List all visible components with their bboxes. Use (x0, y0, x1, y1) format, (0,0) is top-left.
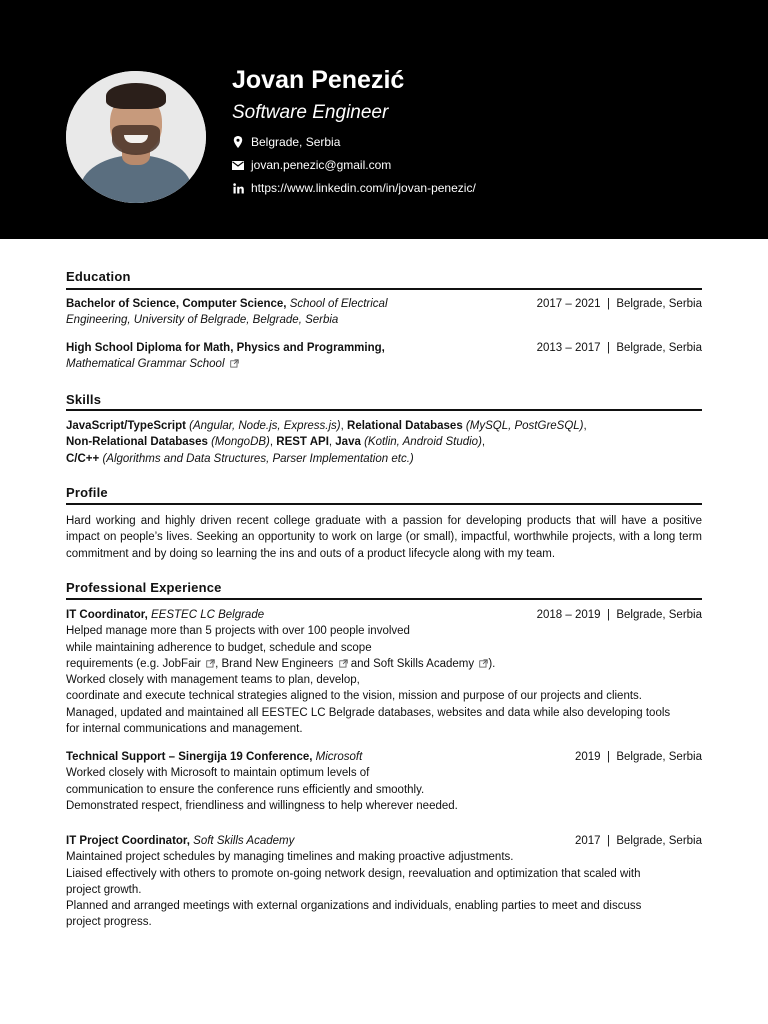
skill-name: Non-Relational Databases (66, 436, 208, 449)
job-description-line: Worked closely with management teams to plan, develop, (66, 674, 360, 687)
job-description-line: for internal communications and management. (66, 723, 303, 736)
job-description-line: Liaised effectively with others to promote on-going network design, reevaluation and optimization that scaled with (66, 867, 641, 880)
external-link-icon[interactable] (206, 659, 215, 668)
education-item (66, 340, 702, 373)
skill-name: Relational Databases (347, 420, 463, 432)
job-place: Belgrade, Serbia (616, 835, 702, 847)
education-date-location (537, 340, 702, 356)
school-link[interactable]: Mathematical Grammar School (66, 358, 225, 371)
location-pin-icon (232, 136, 244, 148)
job-role: IT Coordinator, (66, 609, 148, 621)
separator: | (606, 609, 610, 621)
job-description-line: project growth. (66, 883, 142, 896)
job-description-line (66, 656, 702, 672)
email-link[interactable]: jovan.penezic@gmail.com (251, 158, 392, 172)
skills-divider (66, 409, 702, 411)
profile-heading: Profile (66, 485, 108, 500)
degree-title: High School Diploma for Math, Physics and Programming, (66, 342, 385, 354)
education-divider (66, 288, 702, 290)
skills-heading: Skills (66, 392, 102, 407)
linkedin-icon (232, 182, 244, 194)
skill-detail: (Algorithms and Data Structures, Parser Implementation etc.) (102, 452, 414, 465)
job-organization: Microsoft (315, 751, 363, 763)
job-organization: EESTEC LC Belgrade (150, 609, 265, 621)
separator: | (606, 298, 610, 310)
profile-divider (66, 503, 702, 505)
experience-item (66, 607, 702, 737)
job-description-line: Worked closely with Microsoft to maintain optimum levels of (66, 767, 370, 780)
job-description-line: Demonstrated respect, friendliness and willingness to help wherever needed. (66, 799, 458, 812)
job-description-line: Planned and arranged meetings with external organizations and individuals, enabling parties to meet and discuss (66, 900, 642, 913)
job-description-line: Maintained project schedules by managing timelines and making proactive adjustments. (66, 851, 514, 864)
job-date-location (575, 833, 702, 849)
education-heading: Education (66, 269, 131, 284)
job-dates: 2017 (574, 835, 601, 847)
job-role: Technical Support – Sinergija 19 Conference, (66, 751, 313, 763)
skill-detail: (Kotlin, Android Studio) (364, 436, 482, 449)
education-dates: 2017 – 2021 (536, 298, 601, 310)
skill-detail: (Angular, Node.js, Express.js) (189, 420, 341, 432)
experience-item (66, 833, 702, 931)
job-date-location (575, 749, 702, 765)
job-place: Belgrade, Serbia (616, 609, 702, 621)
description-text: and Soft Skills Academy (350, 657, 475, 670)
external-link-icon[interactable] (230, 359, 239, 368)
job-dates: 2019 (574, 751, 601, 763)
experience-item (66, 749, 702, 814)
skill-name: C/C++ (66, 452, 100, 465)
job-title: Software Engineer (232, 102, 389, 123)
skill-name: JavaScript/TypeScript (66, 420, 186, 432)
school-name-continued: Engineering, University of Belgrade, Belgrade, Serbia (66, 314, 339, 327)
envelope-icon (232, 159, 244, 171)
job-role: IT Project Coordinator, (66, 835, 190, 847)
profile-photo (66, 71, 206, 203)
experience-divider (66, 598, 702, 600)
description-text: , Brand New Engineers (215, 657, 334, 670)
job-organization: Soft Skills Academy (193, 835, 295, 847)
skill-detail: (MongoDB) (211, 436, 270, 449)
job-place: Belgrade, Serbia (616, 751, 702, 763)
job-description-line: Managed, updated and maintained all EESTEC LC Belgrade databases, websites and data while also developing tools (66, 706, 671, 719)
external-link-icon[interactable] (339, 659, 348, 668)
education-place: Belgrade, Serbia (616, 342, 702, 354)
person-name: Jovan Penezić (232, 66, 405, 94)
job-description-line: Helped manage more than 5 projects with over 100 people involved (66, 625, 410, 638)
skills-list: JavaScript/TypeScript (Angular, Node.js, Express.js), Relational Databases (MySQL, PostGreSQL), Non-Relational Databases (MongoDB), REST API, Java (Kotlin, Android Studio), C/C++ (Algorithms and Data Structures, Parser Implementation etc.) (66, 420, 587, 465)
job-dates: 2018 – 2019 (536, 609, 601, 621)
job-description-line: project progress. (66, 916, 152, 929)
contact-linkedin[interactable] (232, 180, 476, 196)
contact-email[interactable] (232, 157, 391, 173)
education-date-location (537, 296, 702, 312)
resume-header (0, 0, 768, 239)
education-place: Belgrade, Serbia (616, 298, 702, 310)
education-dates: 2013 – 2017 (536, 342, 601, 354)
separator: | (606, 751, 610, 763)
job-date-location (537, 607, 702, 623)
experience-heading: Professional Experience (66, 580, 222, 595)
degree-title: Bachelor of Science, Computer Science, (66, 298, 287, 310)
location-text: Belgrade, Serbia (251, 135, 341, 149)
separator: | (606, 342, 610, 354)
education-item (66, 296, 702, 329)
skill-name: REST API (276, 436, 329, 449)
description-text: ). (488, 657, 496, 670)
job-description-line: coordinate and execute technical strategies aligned to the vision, mission and purpose of our projects and clients. (66, 690, 642, 703)
job-description-line: while maintaining adherence to budget, schedule and scope (66, 641, 372, 654)
skill-name: Java (335, 436, 361, 449)
profile-summary: Hard working and highly driven recent college graduate with a passion for developing products that will have a positive impact on people’s lives. Seeking an opportunity to work on large (or small), impactful, worthwhile projects, with a long term commitment and by doing so learning the ins and outs of a product lifecycle along with my team. (66, 515, 702, 560)
school-name: School of Electrical (289, 298, 388, 310)
linkedin-link[interactable]: https://www.linkedin.com/in/jovan-penezic/ (251, 181, 476, 195)
external-link-icon[interactable] (479, 659, 488, 668)
contact-location (232, 134, 340, 150)
job-description-line: communication to ensure the conference runs efficiently and smoothly. (66, 783, 425, 796)
skill-detail: (MySQL, PostGreSQL) (465, 420, 584, 432)
separator: | (606, 835, 610, 847)
description-text: requirements (e.g. JobFair (66, 657, 201, 670)
